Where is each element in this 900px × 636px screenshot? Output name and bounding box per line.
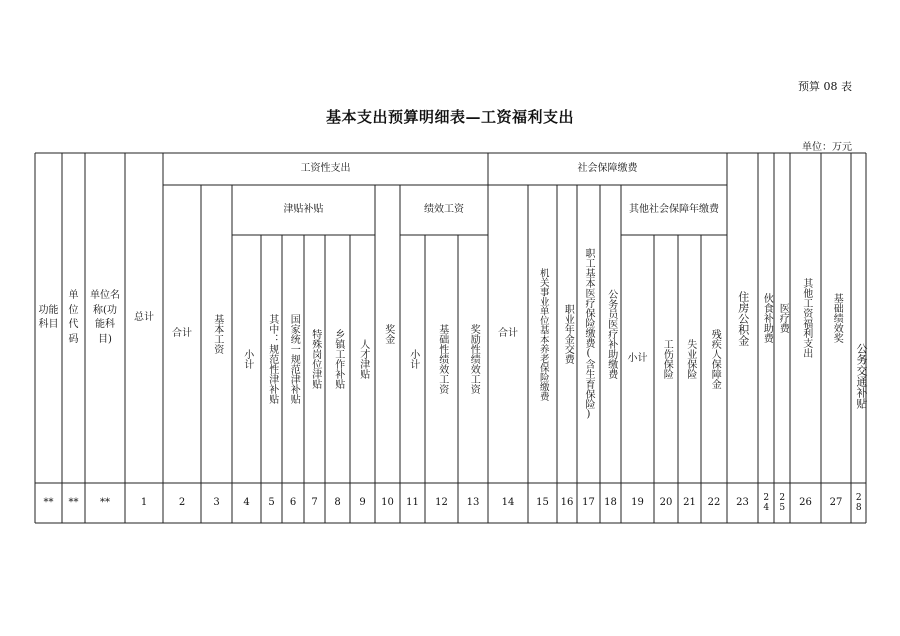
header-medical: 职工基本医疗保险缴费(含生育保险) <box>583 248 594 420</box>
table-cell: 19 <box>631 496 644 508</box>
form-number: 预算 08 表 <box>798 80 852 93</box>
header-allowance-group: 津贴补贴 <box>283 203 324 215</box>
table-cell: 23 <box>736 496 749 508</box>
table-cell: ** <box>68 496 79 508</box>
table-cell: 13 <box>466 496 480 508</box>
header-wage-sum: 合计 <box>172 327 192 339</box>
header-other-wage: 其他工资福利支出 <box>800 278 812 358</box>
table-cell: 10 <box>381 496 394 508</box>
header-bonus: 奖金 <box>382 324 394 344</box>
table-cell: 25 <box>777 493 788 513</box>
table-cell: ** <box>43 496 54 508</box>
table-cell: 14 <box>501 496 515 508</box>
header-func-subject: 功能科目 <box>38 304 59 330</box>
table-cell: 9 <box>359 496 366 508</box>
header-wage-group: 工资性支出 <box>300 162 351 174</box>
table-cell: 24 <box>761 493 772 513</box>
table-cell: 11 <box>406 496 419 508</box>
header-allow-subtotal: 小计 <box>241 349 253 369</box>
header-perf-incentive: 奖励性绩效工资 <box>468 324 480 394</box>
header-meal: 伙食补助费 <box>761 293 773 343</box>
table-cell: 12 <box>435 496 448 508</box>
table-cell: 5 <box>268 496 275 508</box>
table-cell: 17 <box>582 496 595 508</box>
page-title: 基本支出预算明细表—工资福利支出 <box>325 108 574 126</box>
header-unemployment: 失业保险 <box>684 339 696 379</box>
table-cell: 27 <box>829 496 843 508</box>
table-cell: ** <box>100 496 110 508</box>
table-cell: 16 <box>560 496 574 508</box>
header-other-group: 其他社会保障年缴费 <box>629 203 719 215</box>
header-perf-subtotal: 小计 <box>407 349 419 369</box>
table-cell: 3 <box>213 496 220 508</box>
header-disability: 残疾人保障金 <box>709 329 721 389</box>
unit-label: 单位：万元 <box>802 142 852 153</box>
header-med-expense: 医疗费 <box>777 303 789 333</box>
header-pension: 机关事业单位基本养老保险缴费 <box>537 267 549 401</box>
table-cell: 20 <box>659 496 673 508</box>
table-cell: 26 <box>799 496 812 508</box>
header-annuity: 职业年金交费 <box>562 304 574 364</box>
table-cell: 22 <box>707 496 721 508</box>
header-housing: 住房公积金 <box>736 290 750 346</box>
header-social-group: 社会保障缴费 <box>577 162 638 174</box>
table-cell: 8 <box>334 496 341 508</box>
table-cell: 15 <box>536 496 549 508</box>
header-unit-code: 单位代码 <box>68 290 79 345</box>
header-other-subtotal: 小计 <box>627 352 648 364</box>
table-cell: 18 <box>604 496 617 508</box>
header-allow-township: 乡镇工作补贴 <box>332 329 344 389</box>
header-social-sum: 合计 <box>498 327 518 339</box>
table-cell: 6 <box>289 496 297 508</box>
header-perf-group: 绩效工资 <box>424 203 464 215</box>
header-basic-wage: 基本工资 <box>211 314 223 354</box>
table-cell: 4 <box>243 496 250 508</box>
table-cell: 1 <box>140 496 148 508</box>
header-total: 总计 <box>134 311 154 323</box>
header-allow-talent: 人才津贴 <box>357 339 369 379</box>
table-cell: 2 <box>178 496 186 508</box>
header-allow-national: 国家统一规范津补贴 <box>288 314 300 404</box>
table-cell: 7 <box>311 496 318 508</box>
header-civil-medical: 公务员医疗补助缴费 <box>605 289 617 379</box>
header-injury: 工伤保险 <box>661 339 673 379</box>
table-cell: 21 <box>683 496 696 508</box>
header-base-perf-bonus: 基础绩效奖 <box>831 293 843 343</box>
header-unit-name: 单位名称(功能科目) <box>90 290 120 345</box>
header-allow-standard: 其中：规范性津补贴 <box>266 314 278 404</box>
table-cell: 28 <box>853 493 864 513</box>
header-transport: 公务交通补贴 <box>855 342 868 409</box>
header-allow-special: 特殊岗位津贴 <box>309 329 321 389</box>
header-perf-basic: 基础性绩效工资 <box>436 324 448 394</box>
